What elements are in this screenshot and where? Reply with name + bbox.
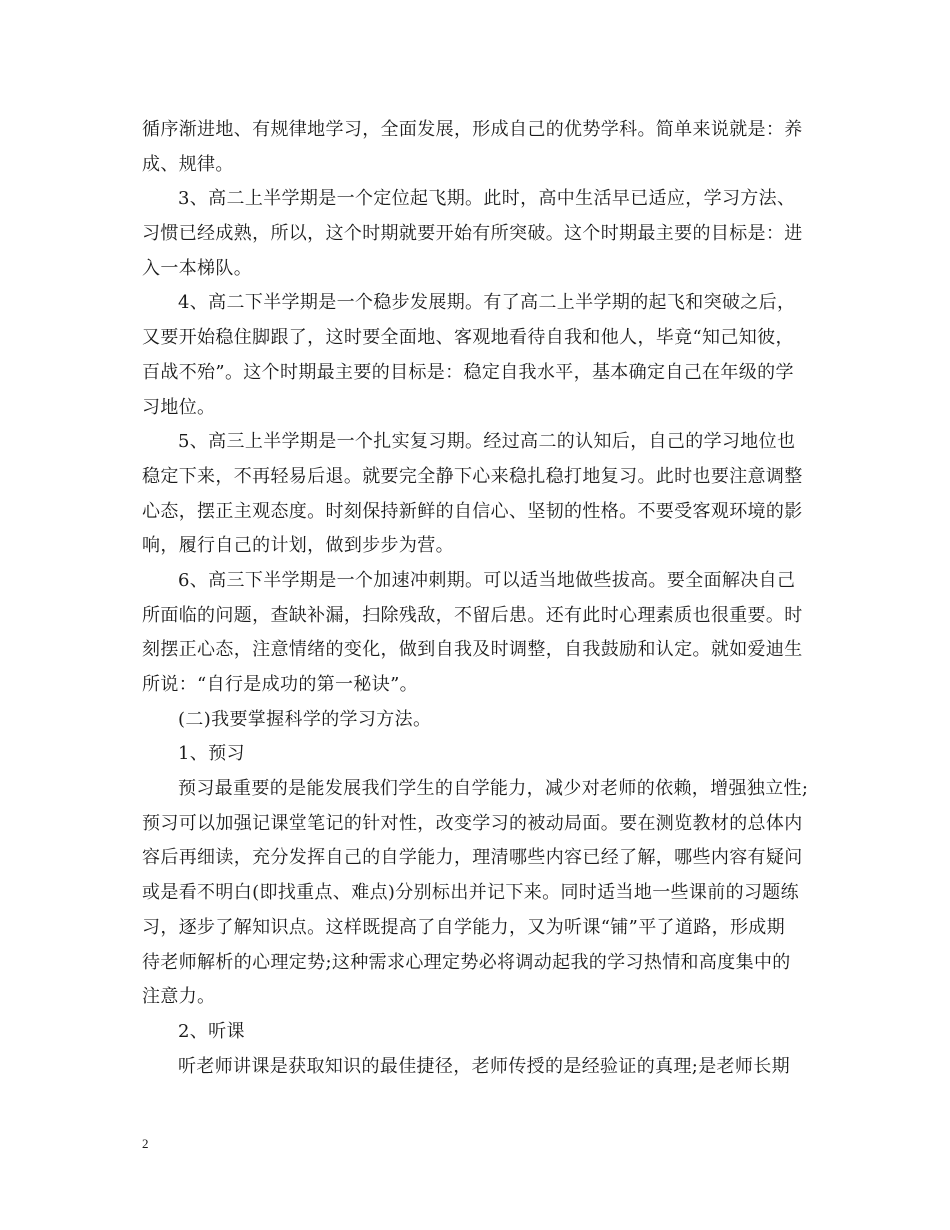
text-line: 响，履行自己的计划，做到步步为营。 xyxy=(142,535,454,557)
text-line: 稳定下来，不再轻易后退。就要完全静下心来稳扎稳打地复习。此时也要注意调整 xyxy=(142,465,803,487)
text-line: 预习可以加强记课堂笔记的针对性，改变学习的被动局面。要在测览教材的总体内 xyxy=(142,812,803,834)
text-line: 习惯已经成熟，所以，这个时期就要开始有所突破。这个时期最主要的目标是：进 xyxy=(142,223,803,245)
text-line: 所说：“自行是成功的第一秘诀”。 xyxy=(142,674,419,695)
subsection-heading: 2、听课 xyxy=(178,1020,245,1042)
page-number: 2 xyxy=(142,1136,149,1151)
paragraph-start-line: 4、高二下半学期是一个稳步发展期。有了高二上半学期的起飞和突破之后， xyxy=(178,292,796,314)
paragraph-start-line: 3、高二上半学期是一个定位起飞期。此时，高中生活早已适应，学习方法、 xyxy=(178,188,796,210)
paragraph-start-line: 听老师讲课是获取知识的最佳捷径，老师传授的是经验证的真理;是老师长期 xyxy=(178,1055,790,1077)
paragraph-start-line: 6、高三下半学期是一个加速冲刺期。可以适当地做些拔高。要全面解决自己 xyxy=(178,569,796,591)
subsection-heading: 1、预习 xyxy=(178,743,245,765)
section-heading: (二)我要掌握科学的学习方法。 xyxy=(178,708,432,730)
text-line: 所面临的问题，查缺补漏，扫除残敌，不留后患。还有此时心理素质也很重要。时 xyxy=(142,604,803,626)
text-line: 注意力。 xyxy=(142,986,216,1008)
text-line: 心态，摆正主观态度。时刻保持新鲜的自信心、坚韧的性格。不要受客观环境的影 xyxy=(142,500,803,522)
text-line: 循序渐进地、有规律地学习，全面发展，形成自己的优势学科。简单来说就是：养 xyxy=(142,119,803,140)
text-line: 入一本梯队。 xyxy=(142,257,253,279)
paragraph-start-line: 预习最重要的是能发展我们学生的自学能力，减少对老师的依赖，增强独立性; xyxy=(178,778,809,800)
document-body xyxy=(142,113,810,1084)
text-line: 容后再细读，充分发挥自己的自学能力，理清哪些内容已经了解，哪些内容有疑问 xyxy=(142,847,803,869)
paragraph-start-line: 5、高三上半学期是一个扎实复习期。经过高二的认知后，自己的学习地位也 xyxy=(178,431,796,453)
text-line: 成、规律。 xyxy=(142,153,234,175)
text-line: 又要开始稳住脚跟了，这时要全面地、客观地看待自我和他人，毕竟“知己知彼， xyxy=(142,327,794,349)
text-line: 习地位。 xyxy=(142,396,216,418)
text-line: 百战不殆”。这个时期最主要的目标是：稳定自我水平，基本确定自己在年级的学 xyxy=(142,361,794,383)
text-line: 待老师解析的心理定势;这种需求心理定势必将调动起我的学习热情和高度集中的 xyxy=(142,951,791,973)
text-line: 刻摆正心态，注意情绪的变化，做到自我及时调整，自我鼓励和认定。就如爱迪生 xyxy=(142,639,803,661)
text-line: 或是看不明白(即找重点、难点)分别标出并记下来。同时适当地一些课前的习题练 xyxy=(142,882,799,904)
text-line: 习，逐步了解知识点。这样既提高了自学能力，又为听课“铺”平了道路，形成期 xyxy=(142,916,786,938)
